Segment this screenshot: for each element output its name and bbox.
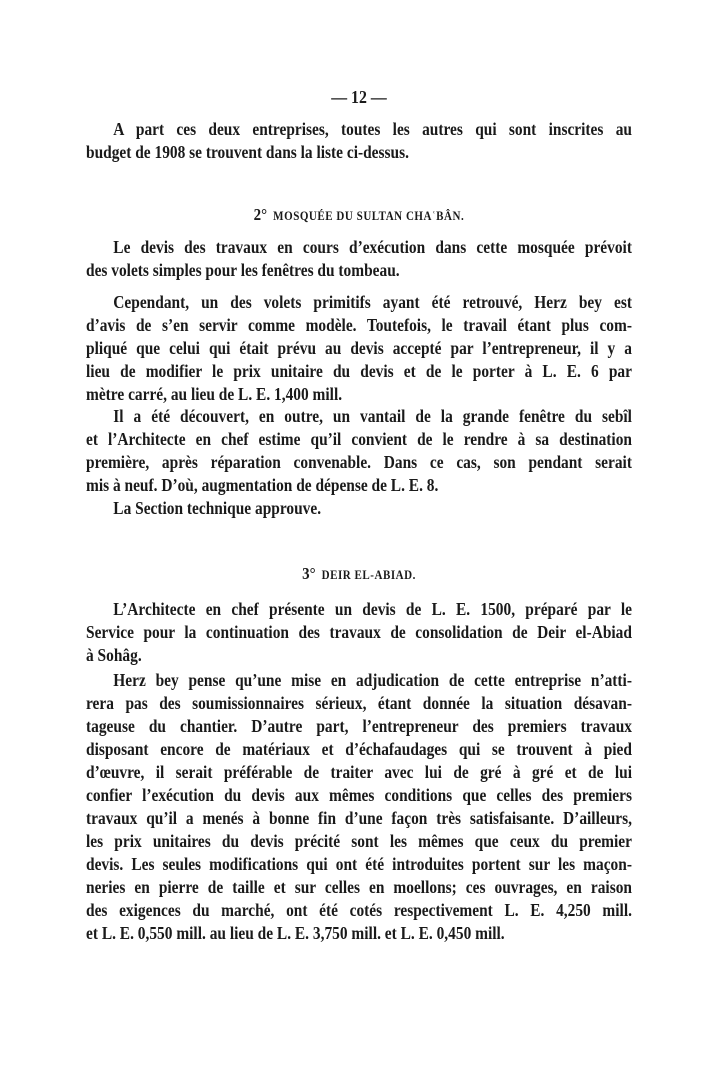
paragraph-line: première, après réparation convenable. Dans ce cas, son pendant serait — [86, 452, 632, 472]
paragraph-line: budget de 1908 se trouvent dans la liste ci-dessus. — [86, 142, 409, 162]
paragraph-line: rera pas des soumissionnaires sérieux, étant donnée la situation désavan- — [86, 693, 632, 713]
paragraph-line: Le devis des travaux en cours d’exécution dans cette mosquée prévoit — [113, 237, 632, 257]
paragraph-line: devis. Les seules modifications qui ont été introduites portent sur les maçon- — [86, 854, 632, 874]
paragraph-line: mis à neuf. D’où, augmentation de dépense de L. E. 8. — [86, 475, 439, 495]
paragraph-line: La Section technique approuve. — [113, 498, 322, 518]
paragraph-line: des exigences du marché, ont été cotés respectivement L. E. 4,250 mill. — [86, 900, 632, 920]
paragraph-line: des volets simples pour les fenêtres du tombeau. — [86, 260, 400, 280]
section-number: 3° — [302, 564, 316, 583]
page-number: — 12 — — [331, 87, 387, 107]
section-title: MOSQUÉE DU SULTAN CHAʿBÂN. — [273, 209, 465, 223]
paragraph-line: L’Architecte en chef présente un devis de L. E. 1500, préparé par le — [113, 599, 632, 619]
section-heading — [86, 204, 632, 227]
paragraph-line: tageuse du chantier. D’autre part, l’entrepreneur des premiers travaux — [86, 716, 632, 736]
paragraph-line: mètre carré, au lieu de L. E. 1,400 mill. — [86, 384, 343, 404]
section-title: DEIR EL-ABIAD. — [321, 568, 416, 582]
paragraph-line: pliqué que celui qui était prévu au devis accepté par l’entrepreneur, il y a — [86, 338, 632, 358]
paragraph-line: travaux qu’il a menés à bonne fin d’une façon très satisfaisante. D’ailleurs, — [86, 808, 632, 828]
paragraph-line: à Sohâg. — [86, 645, 142, 665]
paragraph-line: neries en pierre de taille et sur celles en moellons; ces ouvrages, en raison — [86, 877, 632, 897]
paragraph-line: Cependant, un des volets primitifs ayant été retrouvé, Herz bey est — [113, 292, 632, 312]
paragraph-line: lieu de modifier le prix unitaire du devis et de le porter à L. E. 6 par — [86, 361, 632, 381]
paragraph-line: Herz bey pense qu’une mise en adjudication de cette entreprise n’atti- — [113, 670, 632, 690]
paragraph-line: et L. E. 0,550 mill. au lieu de L. E. 3,750 mill. et L. E. 0,450 mill. — [86, 923, 505, 943]
paragraph-line: Il a été découvert, en outre, un vantail de la grande fenêtre du sebîl — [113, 406, 632, 426]
paragraph-line: d’œuvre, il serait préférable de traiter avec lui de gré à gré et de lui — [86, 762, 632, 782]
section-heading — [86, 563, 632, 586]
paragraph-line: disposant encore de matériaux et d’échafaudages qui se trouvent à pied — [86, 739, 632, 759]
section-number: 2° — [253, 205, 268, 224]
paragraph-line: confier l’exécution du devis aux mêmes conditions que celles des premiers — [86, 785, 632, 805]
paragraph-line: les prix unitaires du devis précité sont les mêmes que ceux du premier — [86, 831, 632, 851]
paragraph-line: Service pour la continuation des travaux de consolidation de Deir el-Abiad — [86, 622, 632, 642]
paragraph-line: d’avis de s’en servir comme modèle. Toutefois, le travail étant plus com- — [86, 315, 632, 335]
paragraph-line: et l’Architecte en chef estime qu’il convient de le rendre à sa destination — [86, 429, 632, 449]
paragraph-line: A part ces deux entreprises, toutes les autres qui sont inscrites au — [113, 119, 632, 139]
